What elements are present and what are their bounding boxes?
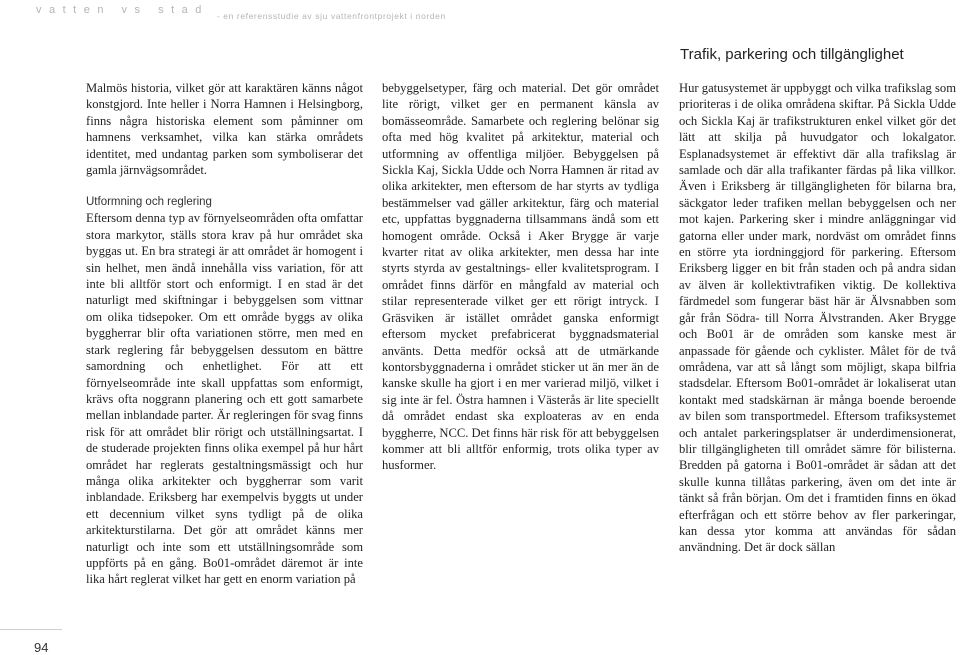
footer-rule: [0, 629, 62, 630]
subheading-utformning: Utformning och reglering: [86, 196, 212, 209]
column1-paragraph-1: Malmös historia, vilket gör att karaktären känns något konstgjord. Inte heller i Norra Hamnen i Helsingborg, finns några historiska element som påminner om hamnens verksamhet, vilka kan stärka områdets identitet, med undantag parken som symboliserar det gamla järnvägsområdet.: [86, 81, 363, 178]
publication-title: vatten vs stad: [36, 4, 209, 16]
publication-subtitle: - en referensstudie av sju vattenfrontprojekt i norden: [216, 11, 446, 21]
section-title: Trafik, parkering och tillgänglighet: [680, 46, 904, 63]
running-header: [36, 0, 446, 21]
column1-paragraph-2: Eftersom denna typ av förnyelseområden ofta omfattar stora markytor, ställs stora krav på hur området ska byggas ut. En bra strategi är att området är homogent i sin helhet, men ändå innehålla viss variation, för att inte bli alltför stort och enformigt. I en stad är det naturligt med skiftningar i bebyggelsen som vittnar om olika tidsepoker. Om ett område byggs av olika byggherrar blir ofta variationen större, men med en stark reglering får bebyggelsen dessutom en bättre samordning och enhetlighet. För att ett förnyelseområde inte skall uppfattas som enformigt, krävs ofta noggrann planering och ett gott samarbete mellan inblandade parter. Är regleringen för svag finns risk för att området blir rörigt och utställningsartat. I de studerade projekten finns olika exempel på hur hårt området har reglerats gestaltningsmässigt och hur många olika arkitekter och byggherrar som varit inblandade. Eriksberg har exempelvis byggts ut under ett decennium vilket syns tydligt på de olika arkitekturstilarna. Det gör att området känns mer naturligt och inte som ett utställningsområde som uppförts på en gång. Bo01-området däremot är inte lika hårt reglerat vilket har gett en enorm variation på: [86, 211, 363, 587]
column2-paragraph-1: bebyggelsetyper, färg och material. Det gör området lite rörigt, vilket ger en permanent känsla av bomässeområde. Samarbete och reglering belönar sig ofta med hög kvalitet på arkitektur, material och utformning av offentliga miljöer. Bebyggelsen på Sickla Kaj, Sickla Udde och Norra Hamnen är ritad av olika arkitekter, men eftersom de har styrts av tydliga bestämmelser vad gäller arkitektur, färg och material etc, uppfattas byggnaderna tillsammans ändå som ett homogent område. Också i Aker Brygge är varje kvarter ritat av olika arkitekter, men dessa har inte styrts styrda av gestaltnings- eller kvalitetsprogram. I området finns därför en mångfald av material och stilar representerade vilket ger ett rörigt intryck. I Gräsviken är istället området ganska enformigt eftersom mycket prefabricerat byggnadsmaterial använts. Detta medför också att de utmärkande kontorsbyggnaderna i området sticker ut än mer än de kanske skulle ha gjort i en mer varierad miljö, vilket i sig inte är fel. Östra hamnen i Västerås är lite speciellt då området endast ska exploateras av en enda byggherre, NCC. Det finns här risk för att bebyggelsen kommer att bli alltför enformig, trots olika typer av husformer.: [382, 81, 659, 473]
text-column-3: [679, 80, 956, 556]
column3-paragraph-1: Hur gatusystemet är uppbyggt och vilka trafikslag som prioriteras i de olika områdena skiftar. På Sickla Udde och Sickla Kaj är trafikstrukturen enkel vilket gör det lätt att skilja på huvudgator och lokalgator. Esplanadsystemet är effektivt där alla trafikslag är samlade och där alla trafikanter färdas på lika villkor. Även i Eriksberg är tillgängligheten för bilarna bra, säckgator leder trafiken mellan bebyggelsen och ner mot kajen. Parkering sker i mindre anläggningar vid gatorna eller under mark, nordväst om området finns en större yta iordninggjord för parkering. Eftersom Eriksberg ligger en bit från staden och på andra sidan av älven är kollektivtrafiken viktig. De kollektiva färdmedel som fungerar bäst här är Älvsnabben som går från Södra- till Norra Älvstranden. Aker Brygge och Bo01 är de områden som kanske mest är anpassade för gående och cyklister. Målet för de två områdena, var att så långt som möjligt, skapa bilfria stadsdelar. Eftersom Bo01-området är lokaliserat utan kontakt med stadskärnan är många boende beroende av bilen som transportmedel. Eftersom trafiksystemet och antalet parkeringsplatser är underdimensionerat, blir tillgängligheten till området sämre för bilisterna. Bredden på gatorna i Bo01-området är sådan att det skulle kunna tillåtas parkering, även om det inte är tänkt så från början. Om det i framtiden finns en ökad efterfrågan och ett större behov av fler parkeringar, kan dessa ytor komma att användas för sådan användning. Det är dock sällan: [679, 81, 956, 555]
text-column-2: [382, 80, 659, 474]
text-column-1: [86, 80, 363, 588]
page-number: 94: [34, 640, 49, 655]
